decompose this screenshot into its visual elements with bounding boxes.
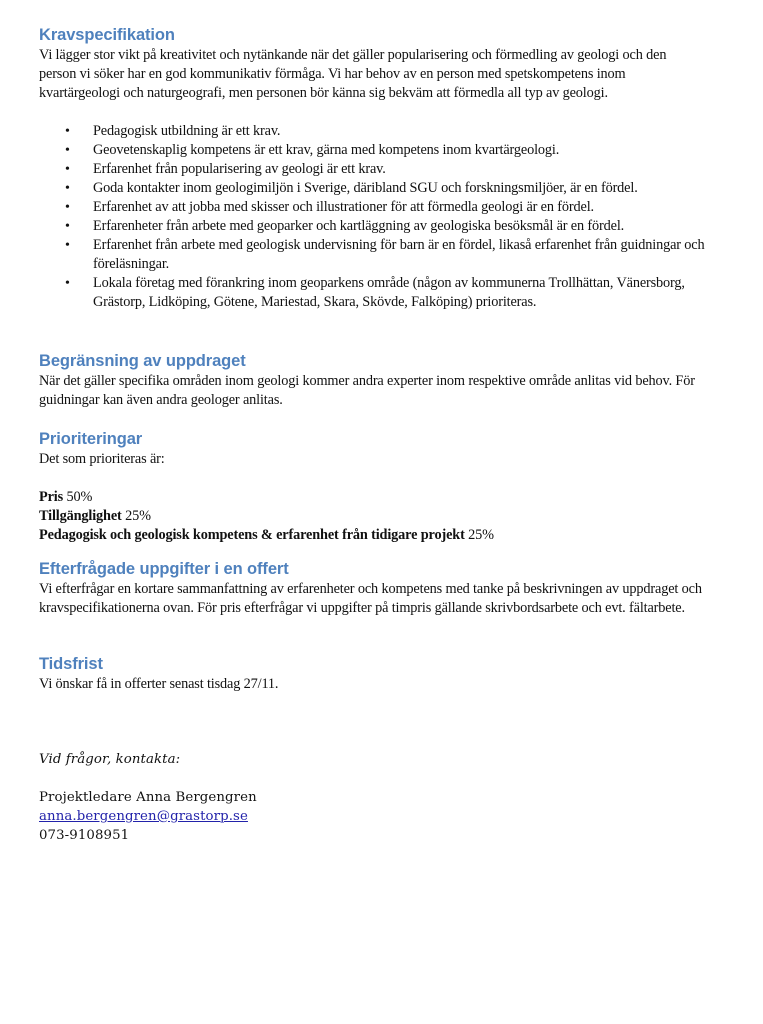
bullet-icon: • [65,124,70,139]
bullet-icon: • [65,200,70,215]
list-item: • Erfarenhet av att jobba med skisser och illustrationer för att förmedla geologi är en fördel. [65,199,594,215]
list-item: • Erfarenhet från arbete med geologisk undervisning för barn är en fördel, likaså erfarenhet från guidningar och föreläsningar. [65,237,705,272]
prioriteringar-intro: Det som prioriteras är: [39,451,165,467]
contact-email-link[interactable]: anna.bergengren@grastorp.se [39,809,248,824]
contact-prompt: Vid frågor, kontakta: [39,752,181,767]
list-item: • Erfarenhet från popularisering av geologi är ett krav. [65,161,386,177]
list-item: • Pedagogisk utbildning är ett krav. [65,123,281,139]
contact-name: Projektledare Anna Bergengren [39,790,257,805]
list-item: • Erfarenheter från arbete med geoparker och kartläggning av geologiska besöksmål är en fördel. [65,218,625,234]
contact-block [39,750,729,845]
bullet-icon: • [65,143,70,158]
bullet-icon: • [65,238,70,253]
heading-tidsfrist: Tidsfrist [39,655,103,673]
kravspec-bullet-list [39,122,729,312]
tidsfrist-text: Vi önskar få in offerter senast tisdag 27/11. [39,676,279,692]
contact-phone: 073-9108951 [39,828,130,843]
priority-item-pris: Pris 50% [39,489,93,505]
priority-list [39,488,729,545]
bullet-icon: • [65,219,70,234]
priority-item-kompetens: Pedagogisk och geologisk kompetens & erfarenhet från tidigare projekt 25% [39,527,494,543]
bullet-icon: • [65,276,70,291]
heading-prioriteringar: Prioriteringar [39,430,143,448]
begransning-text: När det gäller specifika områden inom geologi kommer andra experter inom respektive område anlitas vid behov. För guidningar kan även andra geologer anlitas. [39,373,695,408]
kravspec-intro: Vi lägger stor vikt på kreativitet och nytänkande när det gäller popularisering och förmedling av geologi och den person vi söker har en god kommunikativ förmåga. Vi har behov av en person med spetskompetens inom kvartärgeologi och naturgeografi, men personen bör känna sig bekväm att förmedla all typ av geologi. [39,47,667,101]
heading-kravspecifikation: Kravspecifikation [39,26,175,44]
bullet-icon: • [65,181,70,196]
priority-item-tillganglighet: Tillgänglighet 25% [39,508,151,524]
list-item: • Goda kontakter inom geologimiljön i Sverige, däribland SGU och forskningsmiljöer, är en fördel. [65,180,638,196]
efterfragade-text: Vi efterfrågar en kortare sammanfattning av erfarenheter och kompetens med tanke på beskrivningen av uppdraget och kravspecifikationerna ovan. För pris efterfrågar vi uppgifter på timpris gällande skrivbordsarbete och evt. fältarbete. [39,581,702,616]
document-page [39,24,729,845]
bullet-icon: • [65,162,70,177]
list-item: • Geovetenskaplig kompetens är ett krav, gärna med kompetens inom kvartärgeologi. [65,142,560,158]
list-item: • Lokala företag med förankring inom geoparkens område (någon av kommunerna Trollhättan, Vänersborg, Grästorp, Lidköping, Götene, Mariestad, Skara, Skövde, Falköping) prioriteras. [65,275,685,310]
heading-efterfragade: Efterfrågade uppgifter i en offert [39,560,289,578]
heading-begransning: Begränsning av uppdraget [39,352,246,370]
